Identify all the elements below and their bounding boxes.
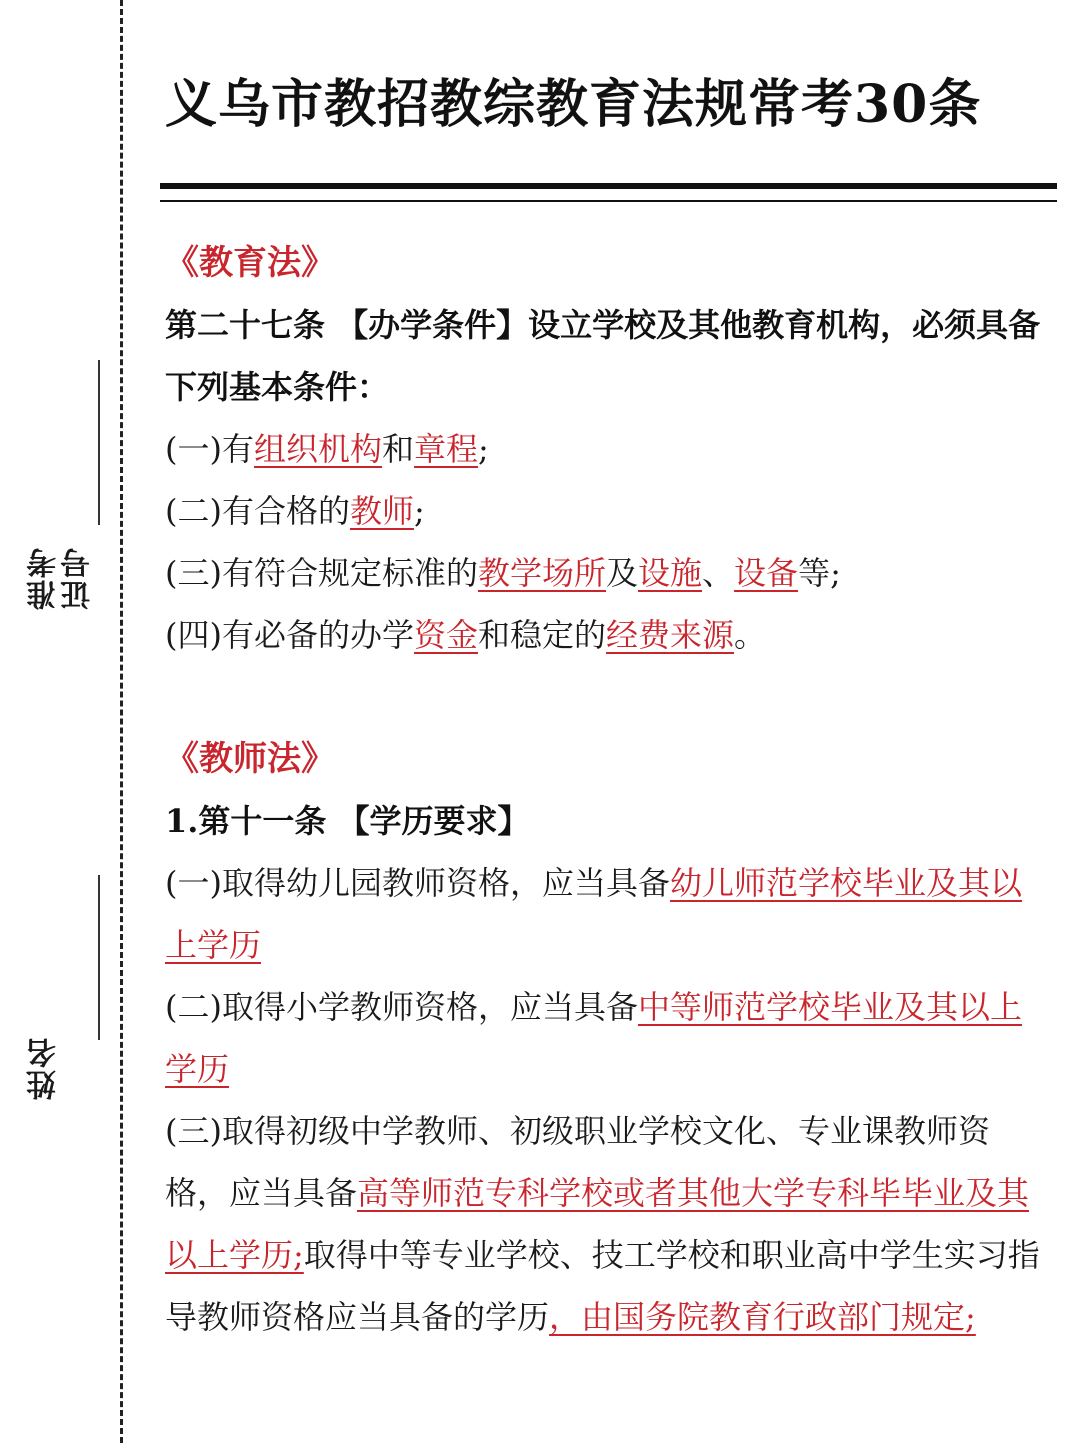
name-label: 姓名 [27, 1036, 62, 1100]
key-term: 中等师范学校毕业及其以上学历 [165, 988, 1022, 1088]
page-title: 义乌市教招教综教育法规常考30条 [165, 74, 982, 135]
list-item [165, 604, 1050, 666]
item-text: (二)取得小学教师资格，应当具备 [165, 988, 638, 1026]
key-term: 教学场所 [477, 554, 606, 592]
item-text: 。 [734, 616, 767, 654]
list-item [165, 976, 1050, 1100]
article-heading: 1.第十一条 【学历要求】 [165, 802, 530, 840]
item-text: (三)有符合规定标准的 [165, 554, 478, 592]
binding-dashed-line [120, 0, 123, 1443]
item-text: (一)取得幼儿园教师资格，应当具备 [165, 864, 670, 902]
item-text: 等; [798, 554, 841, 592]
name-line [98, 875, 100, 1040]
article-heading: 第二十七条 【办学条件】设立学校及其他教育机构，必须具备下列基本条件： [165, 306, 1041, 406]
key-term: 资金 [413, 616, 478, 654]
key-term: 组织机构 [253, 430, 382, 468]
item-text: 及 [606, 554, 639, 592]
exam-number-label: 准考证号 [27, 546, 96, 610]
title-rule-thin [160, 200, 1057, 202]
key-term: 章程 [414, 430, 479, 468]
item-text: 和 [382, 430, 415, 468]
item-text: ; [414, 492, 425, 530]
list-item [165, 1100, 1050, 1348]
item-text: ; [478, 430, 489, 468]
key-term: ，由国务院教育行政部门规定; [549, 1298, 976, 1336]
item-text: (二)有合格的 [165, 492, 350, 530]
list-item [165, 418, 1050, 480]
key-term: 设备 [734, 554, 799, 592]
item-text: (一)有 [165, 430, 254, 468]
item-text: (四)有必备的办学 [165, 616, 414, 654]
key-term: 高等师范专科学校或者其他大学专科毕毕业及其以上学历; [165, 1174, 1030, 1274]
exam-number-line [98, 360, 100, 525]
title-rule-thick [160, 183, 1057, 189]
key-term: 设施 [638, 554, 703, 592]
list-item [165, 852, 1050, 976]
list-item [165, 480, 1050, 542]
item-text: 取得中等专业学校、技工学校和职业高中学生实习指导教师资格应当具备的学历 [165, 1236, 1040, 1336]
law-title-teachers: 《教师法》 [165, 739, 335, 779]
list-item [165, 542, 1050, 604]
key-term: 教师 [349, 492, 414, 530]
section-spacer [165, 666, 1050, 728]
item-text: (三)取得初级中学教师、初级职业学校文化、专业课教师资格，应当具备 [165, 1112, 990, 1212]
item-text: 、 [702, 554, 735, 592]
law-title-education: 《教育法》 [165, 243, 335, 283]
key-term: 经费来源 [606, 616, 735, 654]
main-content [165, 232, 1050, 1348]
key-term: 幼儿师范学校毕业及其以上学历 [165, 864, 1022, 964]
item-text: 和稳定的 [478, 616, 607, 654]
